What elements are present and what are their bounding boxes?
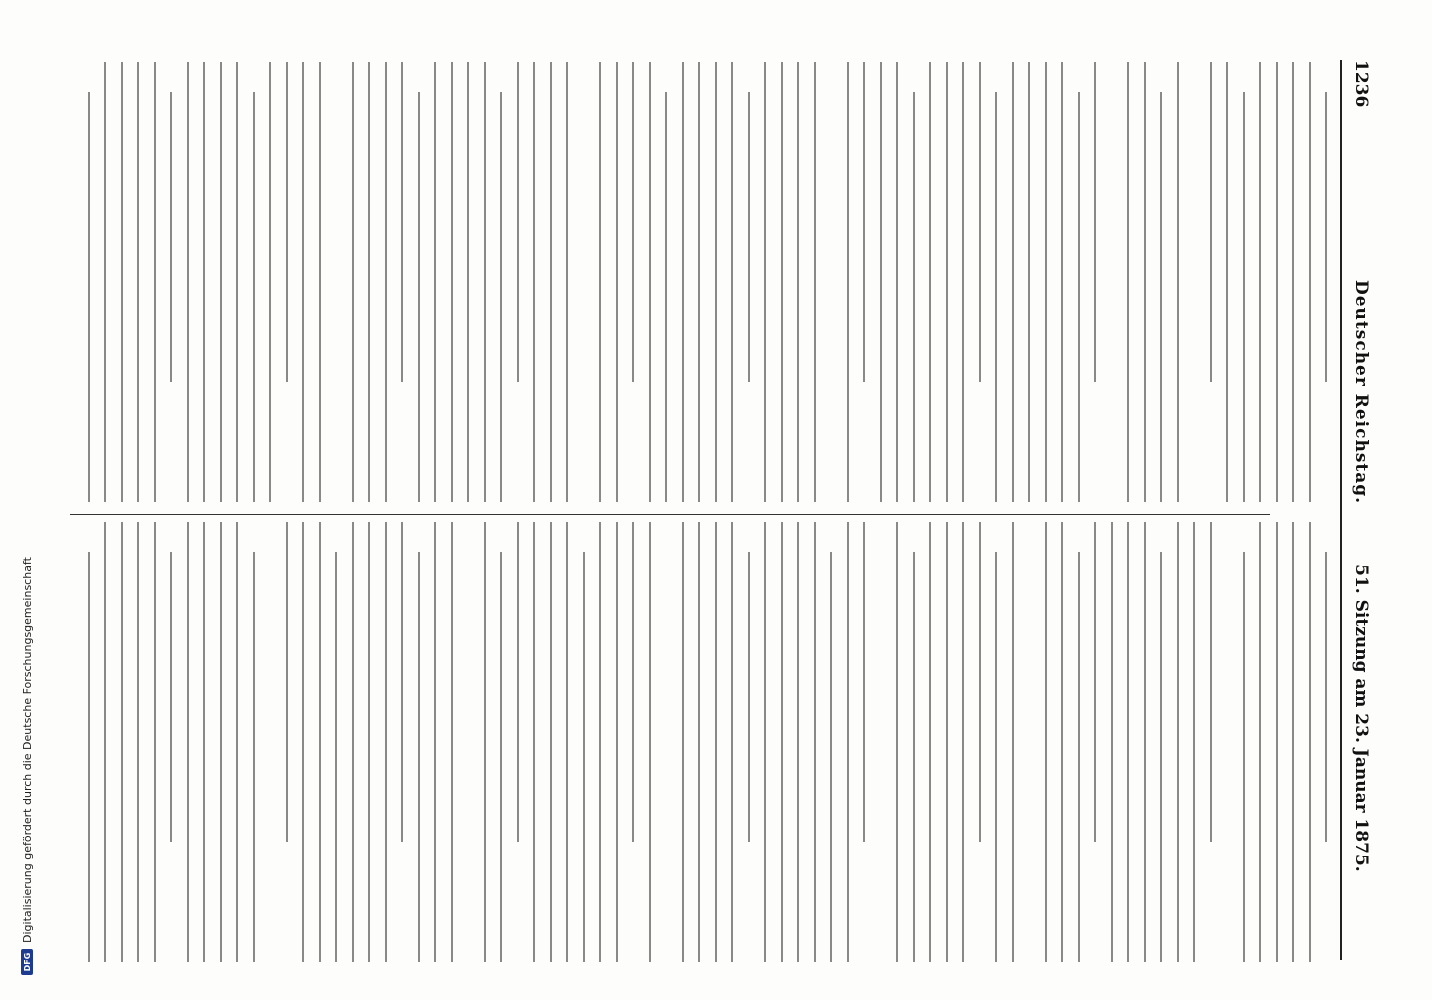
text-line (484, 62, 486, 502)
text-line (302, 522, 304, 962)
text-line (649, 522, 651, 962)
text-line (517, 522, 519, 842)
text-line (1210, 62, 1212, 382)
text-line (1111, 522, 1113, 962)
text-line (863, 62, 865, 382)
text-line (797, 62, 799, 502)
text-line (599, 62, 601, 502)
text-column-left (70, 62, 1335, 502)
text-line (104, 62, 106, 502)
text-line (137, 522, 139, 962)
running-header (1350, 60, 1372, 960)
text-line (154, 62, 156, 502)
text-line (880, 62, 882, 502)
text-line (1127, 522, 1129, 962)
text-line (929, 522, 931, 962)
text-line (682, 62, 684, 502)
text-line (1160, 92, 1162, 502)
text-line (1094, 522, 1096, 842)
text-line (517, 62, 519, 382)
text-line (434, 522, 436, 962)
text-line (385, 62, 387, 502)
text-line (979, 62, 981, 382)
text-line (550, 62, 552, 502)
text-line (550, 522, 552, 962)
text-line (913, 92, 915, 502)
text-line (335, 552, 337, 962)
text-line (616, 62, 618, 502)
text-line (731, 522, 733, 962)
text-line (302, 62, 304, 502)
text-line (236, 522, 238, 962)
text-line (682, 522, 684, 962)
text-line (748, 552, 750, 842)
text-line (1259, 522, 1261, 962)
text-line (946, 62, 948, 502)
text-line (418, 552, 420, 962)
column-divider (70, 514, 1270, 515)
text-line (1078, 92, 1080, 502)
text-line (137, 62, 139, 502)
text-line (1243, 92, 1245, 502)
text-line (814, 62, 816, 502)
footer-credit (18, 0, 36, 975)
text-line (401, 62, 403, 382)
text-line (1045, 522, 1047, 962)
text-line (847, 62, 849, 502)
text-line (401, 522, 403, 842)
text-line (814, 522, 816, 962)
text-line (500, 552, 502, 962)
text-line (220, 62, 222, 502)
text-line (533, 522, 535, 962)
text-line (203, 62, 205, 502)
text-line (253, 552, 255, 962)
text-line (1160, 552, 1162, 962)
text-line (1276, 62, 1278, 502)
text-line (203, 522, 205, 962)
text-line (731, 62, 733, 502)
text-line (698, 62, 700, 502)
text-line (1226, 62, 1228, 502)
text-line (253, 92, 255, 502)
text-line (1325, 552, 1327, 842)
text-line (121, 62, 123, 502)
text-line (352, 522, 354, 962)
text-line (286, 522, 288, 842)
text-line (995, 552, 997, 962)
text-line (896, 522, 898, 962)
text-line (1177, 62, 1179, 502)
text-line (566, 522, 568, 962)
text-line (1144, 522, 1146, 962)
text-line (616, 522, 618, 962)
paper-title: Deutscher Reichstag. (1351, 280, 1371, 505)
text-line (170, 552, 172, 842)
text-line (599, 522, 601, 962)
text-line (1177, 522, 1179, 962)
text-line (1045, 62, 1047, 502)
text-line (319, 522, 321, 962)
text-line (1028, 62, 1030, 502)
text-line (764, 62, 766, 502)
text-line (154, 522, 156, 962)
text-line (1259, 62, 1261, 502)
header-rule (1340, 60, 1342, 960)
text-line (913, 552, 915, 962)
text-line (1243, 552, 1245, 962)
text-line (847, 522, 849, 962)
text-line (929, 62, 931, 502)
text-line (566, 62, 568, 502)
session-line: 51. Sitzung am 23. Januar 1875. (1351, 564, 1371, 872)
text-line (220, 522, 222, 962)
text-line (1061, 522, 1063, 962)
text-line (632, 62, 634, 382)
text-line (698, 522, 700, 962)
text-line (236, 62, 238, 502)
text-line (170, 92, 172, 382)
text-line (500, 92, 502, 502)
text-line (715, 522, 717, 962)
text-line (451, 62, 453, 502)
text-line (962, 62, 964, 502)
text-line (665, 92, 667, 502)
text-line (1309, 522, 1311, 962)
text-line (962, 522, 964, 962)
text-line (1210, 522, 1212, 842)
text-line (896, 62, 898, 502)
text-line (104, 522, 106, 962)
text-line (269, 62, 271, 502)
text-line (352, 62, 354, 502)
text-line (1078, 552, 1080, 962)
text-line (781, 522, 783, 962)
text-line (319, 62, 321, 502)
text-line (946, 522, 948, 962)
text-line (1309, 62, 1311, 502)
text-line (995, 92, 997, 502)
text-line (797, 522, 799, 962)
text-line (88, 92, 90, 502)
text-line (1325, 92, 1327, 382)
text-line (385, 522, 387, 962)
text-line (1276, 522, 1278, 962)
text-line (583, 552, 585, 962)
text-line (434, 62, 436, 502)
text-line (187, 522, 189, 962)
text-line (715, 62, 717, 502)
text-line (649, 62, 651, 502)
text-line (979, 522, 981, 842)
text-line (451, 522, 453, 962)
text-line (781, 62, 783, 502)
text-line (418, 92, 420, 502)
text-line (1144, 62, 1146, 502)
page-number: 1236 (1351, 60, 1371, 108)
text-line (533, 62, 535, 502)
text-line (467, 62, 469, 502)
text-line (121, 522, 123, 962)
text-line (830, 552, 832, 962)
footer-credit-text: Digitalisierung gefördert durch die Deutsche Forschungsgemeinschaft (20, 557, 34, 943)
text-line (88, 552, 90, 962)
text-line (748, 92, 750, 382)
text-line (1012, 62, 1014, 502)
text-line (1094, 62, 1096, 382)
text-column-right (70, 522, 1335, 962)
text-line (484, 522, 486, 962)
text-line (1012, 522, 1014, 962)
text-line (1193, 522, 1195, 962)
text-line (368, 62, 370, 502)
text-line (187, 62, 189, 502)
text-line (632, 522, 634, 842)
dfg-logo-icon: DFG (21, 949, 33, 975)
text-line (368, 522, 370, 962)
text-line (1292, 62, 1294, 502)
text-line (286, 62, 288, 382)
text-line (1292, 522, 1294, 962)
text-line (1127, 62, 1129, 502)
text-line (863, 522, 865, 842)
text-line (1061, 62, 1063, 502)
text-line (764, 522, 766, 962)
